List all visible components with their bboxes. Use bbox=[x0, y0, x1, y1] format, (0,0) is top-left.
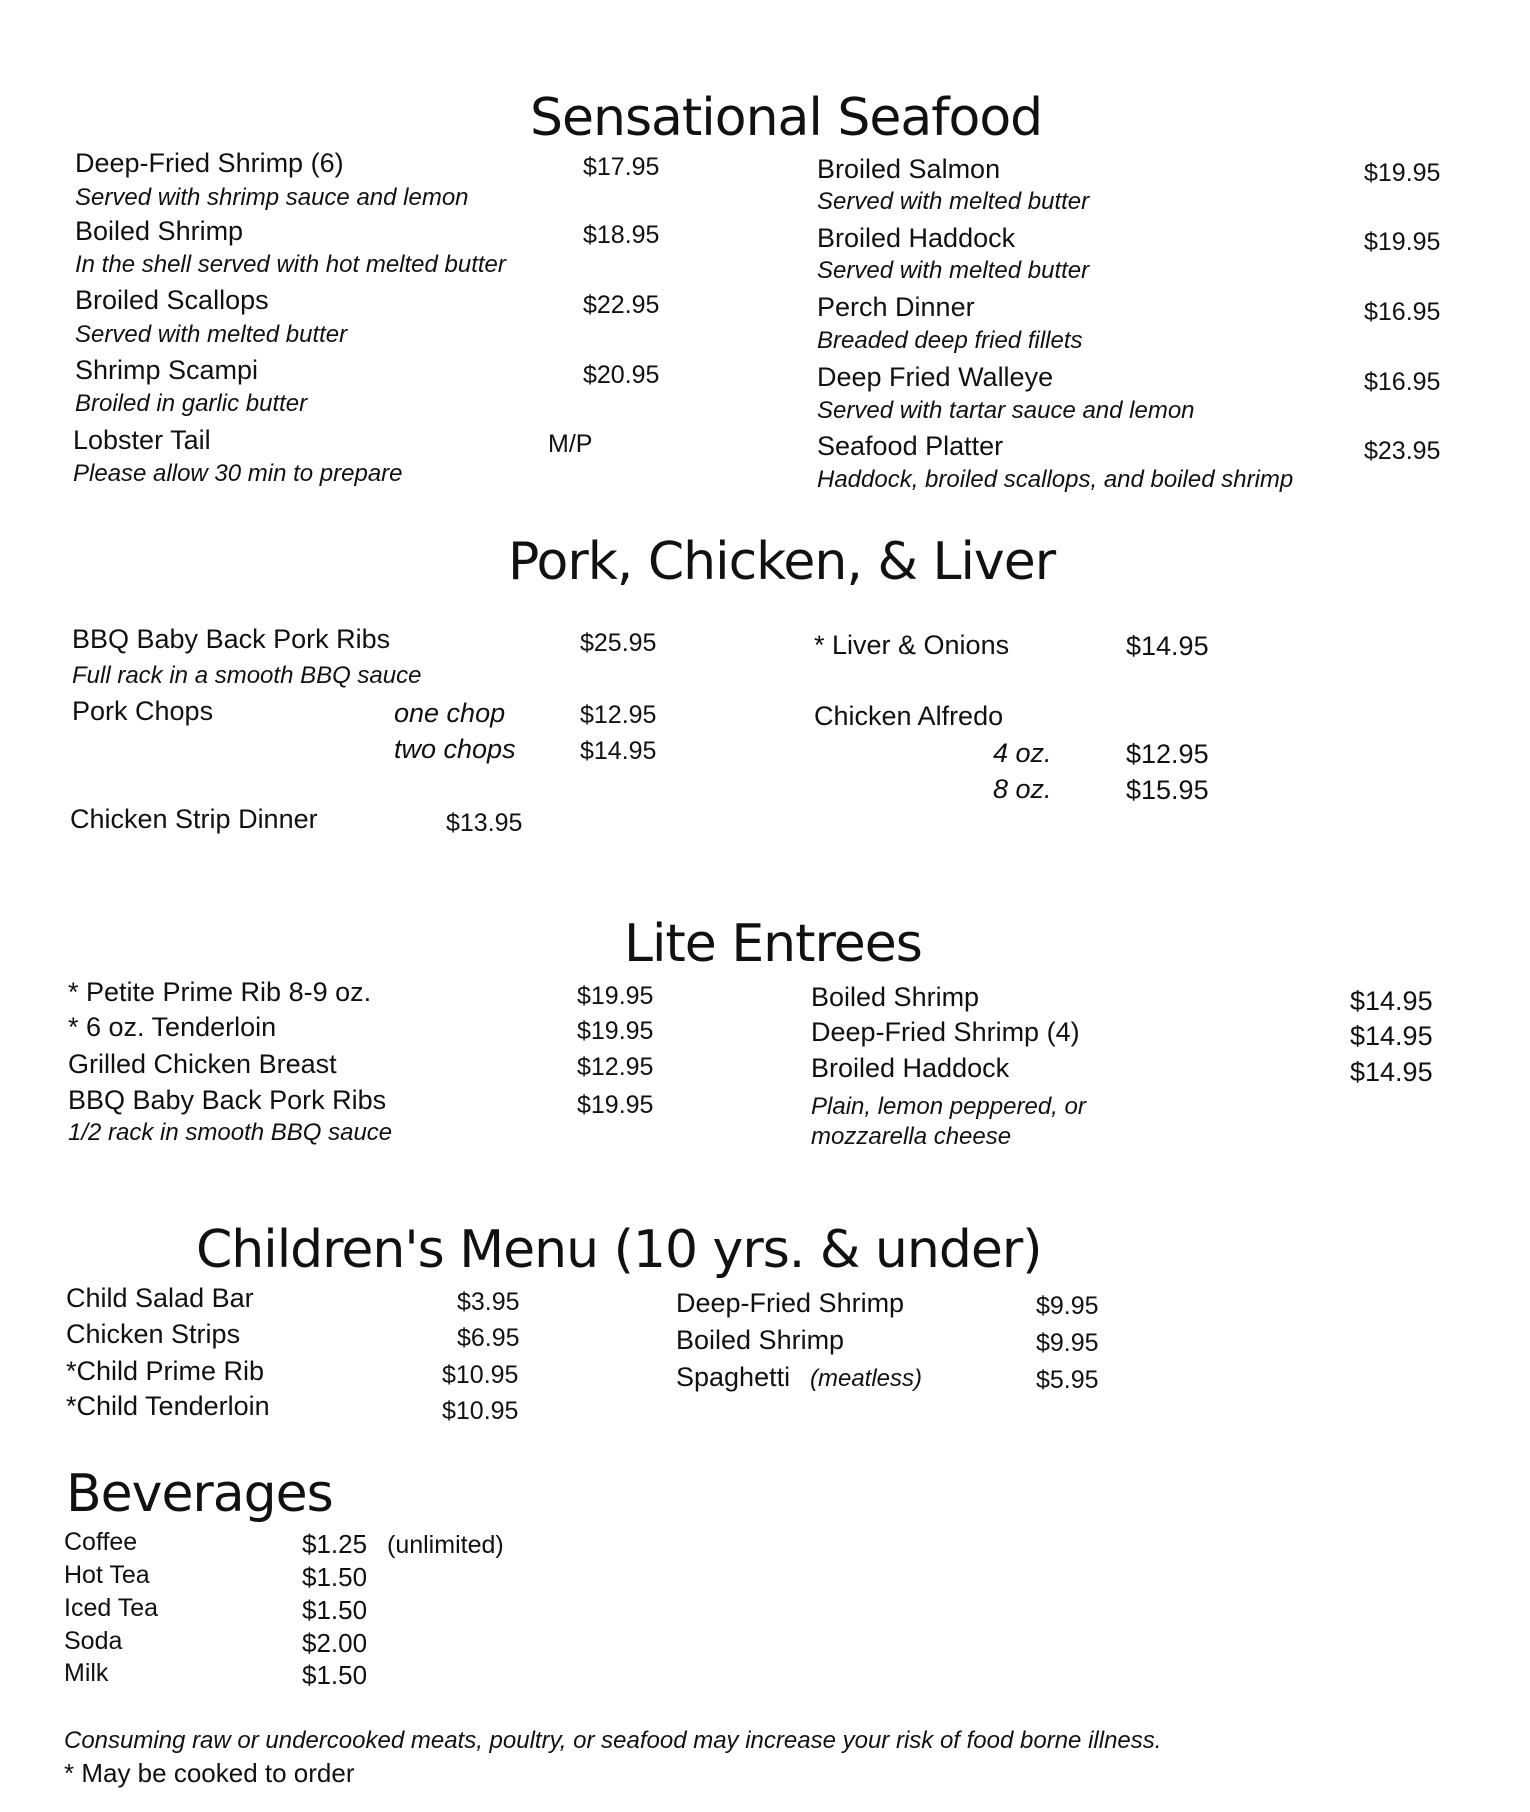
menu-item-name: Boiled Shrimp bbox=[676, 1325, 845, 1355]
menu-item-name: Milk bbox=[64, 1659, 109, 1687]
menu-item-price: $25.95 bbox=[580, 629, 657, 657]
menu-item-description: 1/2 rack in smooth BBQ sauce bbox=[68, 1119, 393, 1146]
menu-item-name: Deep-Fried Shrimp bbox=[676, 1288, 905, 1318]
menu-item-name: Broiled Haddock bbox=[817, 223, 1016, 253]
menu-item-description: Breaded deep fried fillets bbox=[817, 327, 1083, 354]
menu-item-price: $5.95 bbox=[1036, 1366, 1099, 1394]
cooked-to-order-note: * May be cooked to order bbox=[64, 1758, 355, 1788]
menu-item-name: Spaghetti bbox=[676, 1362, 791, 1392]
menu-item-price: $19.95 bbox=[577, 1091, 654, 1119]
menu-item-price: $22.95 bbox=[583, 291, 660, 319]
menu-item-price: $1.50 bbox=[302, 1595, 368, 1625]
option-label: two chops bbox=[394, 734, 516, 764]
food-safety-warning: Consuming raw or undercooked meats, poultry, or seafood may increase your risk of food borne illness. bbox=[64, 1727, 1162, 1754]
menu-item-note: (unlimited) bbox=[387, 1531, 504, 1559]
menu-item-price: $10.95 bbox=[442, 1397, 519, 1425]
menu-item-price: $13.95 bbox=[446, 809, 523, 837]
menu-item-name: Pork Chops bbox=[72, 696, 214, 726]
menu-item-name: Grilled Chicken Breast bbox=[68, 1049, 337, 1079]
menu-item-name: Broiled Haddock bbox=[811, 1053, 1010, 1083]
option-label: one chop bbox=[394, 698, 506, 728]
menu-item-name: Deep-Fried Shrimp (6) bbox=[75, 148, 344, 178]
option-label: 8 oz. bbox=[993, 774, 1052, 804]
menu-item-price: $16.95 bbox=[1364, 298, 1441, 326]
menu-item-name: *Child Prime Rib bbox=[66, 1356, 265, 1386]
menu-item-name: Broiled Salmon bbox=[817, 154, 1001, 184]
menu-item-name: Seafood Platter bbox=[817, 431, 1004, 461]
menu-item-price: $12.95 bbox=[577, 1053, 654, 1081]
menu-item-price: $19.95 bbox=[1364, 228, 1441, 256]
menu-item-price: $10.95 bbox=[442, 1361, 519, 1389]
menu-item-price: $2.00 bbox=[302, 1628, 368, 1658]
menu-item-name: Boiled Shrimp bbox=[75, 216, 244, 246]
menu-item-description: Served with tartar sauce and lemon bbox=[817, 397, 1195, 424]
menu-item-name: Deep Fried Walleye bbox=[817, 362, 1054, 392]
menu-item-name: BBQ Baby Back Pork Ribs bbox=[72, 624, 391, 654]
menu-item-name: Hot Tea bbox=[64, 1561, 150, 1589]
lite-title: Lite Entrees bbox=[624, 914, 922, 974]
menu-item-price: $12.95 bbox=[1126, 739, 1209, 769]
menu-item-price: $9.95 bbox=[1036, 1329, 1099, 1357]
menu-item-price: $1.25 bbox=[302, 1529, 368, 1559]
menu-item-price: $18.95 bbox=[583, 221, 660, 249]
menu-item-name: * 6 oz. Tenderloin bbox=[68, 1012, 277, 1042]
option-label: 4 oz. bbox=[993, 738, 1052, 768]
menu-item-price: $19.95 bbox=[577, 1017, 654, 1045]
menu-item-description: Plain, lemon peppered, or bbox=[811, 1093, 1086, 1120]
menu-item-name: Deep-Fried Shrimp (4) bbox=[811, 1017, 1080, 1047]
menu-item-name: Iced Tea bbox=[64, 1594, 159, 1622]
menu-item-name: * Liver & Onions bbox=[814, 630, 1010, 660]
menu-item-name: Chicken Strips bbox=[66, 1319, 241, 1349]
menu-item-description: Full rack in a smooth BBQ sauce bbox=[72, 662, 422, 689]
menu-item-description: In the shell served with hot melted butter bbox=[75, 251, 506, 278]
menu-item-description: mozzarella cheese bbox=[811, 1123, 1012, 1150]
menu-item-price: $14.95 bbox=[1126, 631, 1209, 661]
menu-item-price: $19.95 bbox=[1364, 159, 1441, 187]
menu-item-price: $6.95 bbox=[457, 1324, 520, 1352]
menu-item-name: Perch Dinner bbox=[817, 292, 975, 322]
menu-item-name: Child Salad Bar bbox=[66, 1283, 254, 1313]
menu-item-name: Chicken Alfredo bbox=[814, 701, 1004, 731]
menu-item-price: $1.50 bbox=[302, 1562, 368, 1592]
menu-item-price: $14.95 bbox=[580, 737, 657, 765]
menu-item-name: Broiled Scallops bbox=[75, 285, 269, 315]
menu-item-name: Lobster Tail bbox=[73, 425, 211, 455]
menu-item-price: $3.95 bbox=[457, 1288, 520, 1316]
menu-item-name: *Child Tenderloin bbox=[66, 1391, 270, 1421]
menu-item-price: $23.95 bbox=[1364, 437, 1441, 465]
menu-item-price: $1.50 bbox=[302, 1660, 368, 1690]
menu-item-price: $14.95 bbox=[1350, 1057, 1433, 1087]
menu-item-price: $14.95 bbox=[1350, 986, 1433, 1016]
menu-item-name: BBQ Baby Back Pork Ribs bbox=[68, 1085, 387, 1115]
menu-item-price: $16.95 bbox=[1364, 368, 1441, 396]
menu-item-price: $20.95 bbox=[583, 361, 660, 389]
menu-item-price: $12.95 bbox=[580, 701, 657, 729]
menu-item-note: (meatless) bbox=[810, 1365, 923, 1392]
menu-item-name: Shrimp Scampi bbox=[75, 355, 259, 385]
menu-item-price: $17.95 bbox=[583, 153, 660, 181]
menu-item-price: $19.95 bbox=[577, 982, 654, 1010]
menu-item-description: Served with shrimp sauce and lemon bbox=[75, 184, 469, 211]
menu-item-description: Please allow 30 min to prepare bbox=[73, 460, 403, 487]
menu-item-price: M/P bbox=[548, 430, 593, 458]
kids-title: Children's Menu (10 yrs. & under) bbox=[196, 1220, 1042, 1280]
seafood-title: Sensational Seafood bbox=[530, 88, 1043, 148]
menu-item-description: Served with melted butter bbox=[75, 321, 348, 348]
menu-item-name: * Petite Prime Rib 8-9 oz. bbox=[68, 977, 372, 1007]
menu-item-price: $14.95 bbox=[1350, 1021, 1433, 1051]
menu-item-description: Served with melted butter bbox=[817, 257, 1090, 284]
menu-item-name: Soda bbox=[64, 1627, 123, 1655]
menu-item-name: Coffee bbox=[64, 1528, 138, 1556]
menu-item-name: Boiled Shrimp bbox=[811, 982, 980, 1012]
menu-item-price: $15.95 bbox=[1126, 775, 1209, 805]
menu-item-description: Broiled in garlic butter bbox=[75, 390, 308, 417]
menu-item-description: Served with melted butter bbox=[817, 188, 1090, 215]
beverages-title: Beverages bbox=[66, 1464, 333, 1524]
menu-item-price: $9.95 bbox=[1036, 1292, 1099, 1320]
menu-item-description: Haddock, broiled scallops, and boiled shrimp bbox=[817, 466, 1294, 493]
pork-title: Pork, Chicken, & Liver bbox=[508, 532, 1056, 592]
menu-item-name: Chicken Strip Dinner bbox=[70, 804, 318, 834]
